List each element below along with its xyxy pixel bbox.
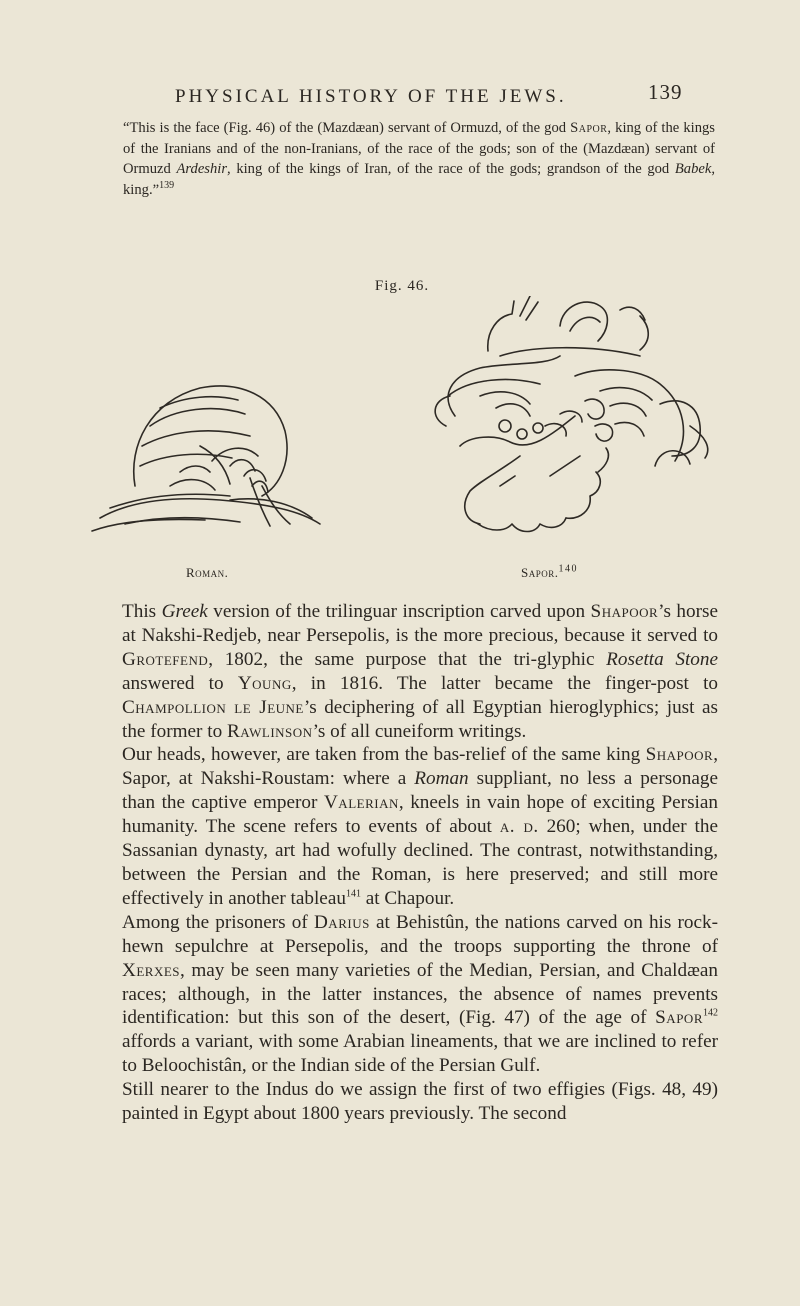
figure-illustration [0, 296, 800, 586]
caption-sapor: Sapor.$^{140}$ [521, 563, 578, 580]
body-text [122, 600, 718, 1126]
footnote-ref: 139 [159, 179, 175, 191]
footnote-ref: 142 [703, 1008, 718, 1020]
paragraph: Still nearer to the Indus do we assign the first of two effigies (Figs. 48, 49) painted in Egypt about 1800 years previously. The second [122, 1079, 718, 1125]
caption-roman: Roman. [186, 565, 229, 580]
figure-46 [0, 296, 800, 586]
paragraph: Among the prisoners of Darius at Behistûn, the nations carved on his rock-hewn sepulchre at Persepolis, and the troops supporting the throne of Xerxes, may be seen many varieties of the Median, Persian, and Chaldæan races; although, in the latter instances, the absence of names prevents identification: but this son of the desert, (Fig. 47) of the age of Sapor$^{142}$ affords a variant, with some Arabian lineaments, that we are inclined to refer to Beloochistân, or the Indian side of the Persian Gulf. [122, 911, 718, 1077]
figure-label: Fig. 46. [374, 278, 430, 294]
paragraph: This Greek version of the trilinguar inscription carved upon Shapoor’s horse at Nakshi-Redjeb, near Persepolis, is the more precious, because it served to Grotefend, 1802, the same purpose that the tri-glyphic Rosetta Stone answered to Young, in 1816. The latter became the finger-post to Champollion le Jeune’s deciphering of all Egyptian hieroglyphics; just as the former to Rawlinson’s of all cuneiform writings. [122, 601, 719, 742]
sapor-head-engraving [435, 296, 708, 532]
footnote-ref: 141 [345, 888, 361, 900]
running-head: PHYSICAL HISTORY OF THE JEWS. [175, 86, 567, 107]
paragraph: Our heads, however, are taken from the bas-relief of the same king Shapoor, Sapor, at Nakshi-Roustam: where a Roman suppliant, no less a personage than the captive emperor Valerian, kneels in vain hope of exciting Persian humanity. The scene refers to events of about a. d. 260; when, under the Sassanian dynasty, art had wofully declined. The contrast, notwithstanding, between the Persian and the Roman, is here preserved; and still more effectively in another tableau$^{141}$ at Chapour. [122, 744, 718, 909]
inscription-quote: “This is the face (Fig. 46) of the (Mazdæan) servant of Ormuzd, of the god Sapor, king of the kings of the Iranians and of the non-Iranians, of the race of the gods; son of the (Mazdæan) servant of Ormuzd Ardeshir, king of the kings of Iran, of the race of the gods; grandson of the god Babek, king.”$^{139}$ [123, 120, 715, 198]
page-number: 139 [648, 80, 683, 104]
roman-head-engraving [92, 386, 320, 531]
footnote-ref: 140 [558, 563, 578, 575]
page-header [0, 80, 800, 116]
